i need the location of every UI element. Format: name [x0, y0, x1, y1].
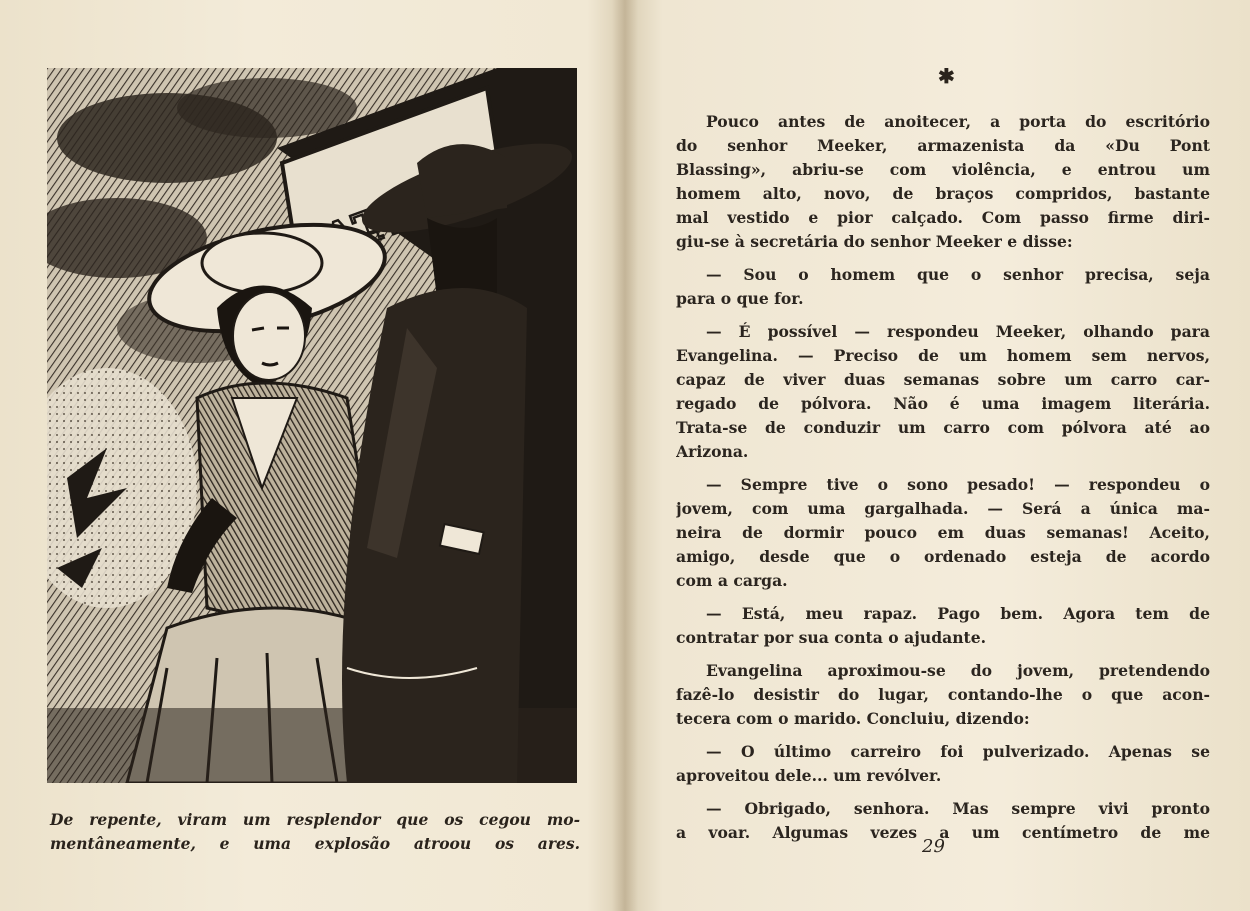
text-line: capaz de viver duas semanas sobre um carro car-	[676, 370, 1210, 389]
text-line: Evangelina aproximou-se do jovem, pretendendo	[706, 661, 1210, 680]
text-line: com a carga.	[676, 571, 788, 590]
paragraph	[676, 263, 1210, 311]
book-gutter	[612, 0, 638, 911]
text-line: tecera com o marido. Concluiu, dizendo:	[676, 709, 1030, 728]
illustration-caption	[50, 808, 580, 856]
paragraph	[676, 602, 1210, 650]
text-line: homem alto, novo, de braços compridos, bastante	[676, 184, 1210, 203]
text-line: mal vestido e pior calçado. Com passo firme diri-	[676, 208, 1210, 227]
page-number: 29	[922, 836, 945, 857]
text-line: Trata-se de conduzir um carro com pólvora até ao	[676, 418, 1210, 437]
text-line: Blassing», abriu-se com violência, e entrou um	[676, 160, 1210, 179]
text-line: do senhor Meeker, armazenista da «Du Pont	[676, 136, 1210, 155]
caption-line: De repente, viram um resplendor que os cegou mo-	[50, 810, 580, 829]
text-line: Pouco antes de anoitecer, a porta do escritório	[706, 112, 1210, 131]
woodcut-illustration-icon	[47, 68, 577, 783]
section-ornament-icon: ✱	[938, 64, 955, 88]
text-line: aproveitou dele... um revólver.	[676, 766, 942, 785]
text-line: — Sempre tive o sono pesado! — respondeu o	[706, 475, 1210, 494]
text-line: para o que for.	[676, 289, 804, 308]
text-line: regado de pólvora. Não é uma imagem literária.	[676, 394, 1210, 413]
text-line: jovem, com uma gargalhada. — Será a única ma-	[676, 499, 1210, 518]
text-line: neira de dormir pouco em duas semanas! Aceito,	[676, 523, 1210, 542]
paragraph	[676, 473, 1210, 593]
text-line: — Obrigado, senhora. Mas sempre vivi pronto	[706, 799, 1210, 818]
paragraph	[676, 110, 1210, 254]
paragraph	[676, 740, 1210, 788]
text-line: — Sou o homem que o senhor precisa, seja	[706, 265, 1210, 284]
text-line: a voar. Algumas vezes a um centímetro de me	[676, 823, 1210, 842]
page-text	[676, 110, 1210, 854]
paragraph	[676, 659, 1210, 731]
text-line: Evangelina. — Preciso de um homem sem nervos,	[676, 346, 1210, 365]
text-line: amigo, desde que o ordenado esteja de acordo	[676, 547, 1210, 566]
text-line: giu-se à secretária do senhor Meeker e disse:	[676, 232, 1073, 251]
text-line: fazê-lo desistir do lugar, contando-lhe o que acon-	[676, 685, 1210, 704]
text-line: — O último carreiro foi pulverizado. Apenas se	[706, 742, 1210, 761]
text-line: — É possível — respondeu Meeker, olhando para	[706, 322, 1210, 341]
caption-line: mentâneamente, e uma explosão atroou os ares.	[50, 834, 580, 853]
paragraph	[676, 320, 1210, 464]
text-line: — Está, meu rapaz. Pago bem. Agora tem de	[706, 604, 1210, 623]
text-line: Arizona.	[676, 442, 749, 461]
text-line: contratar por sua conta o ajudante.	[676, 628, 987, 647]
